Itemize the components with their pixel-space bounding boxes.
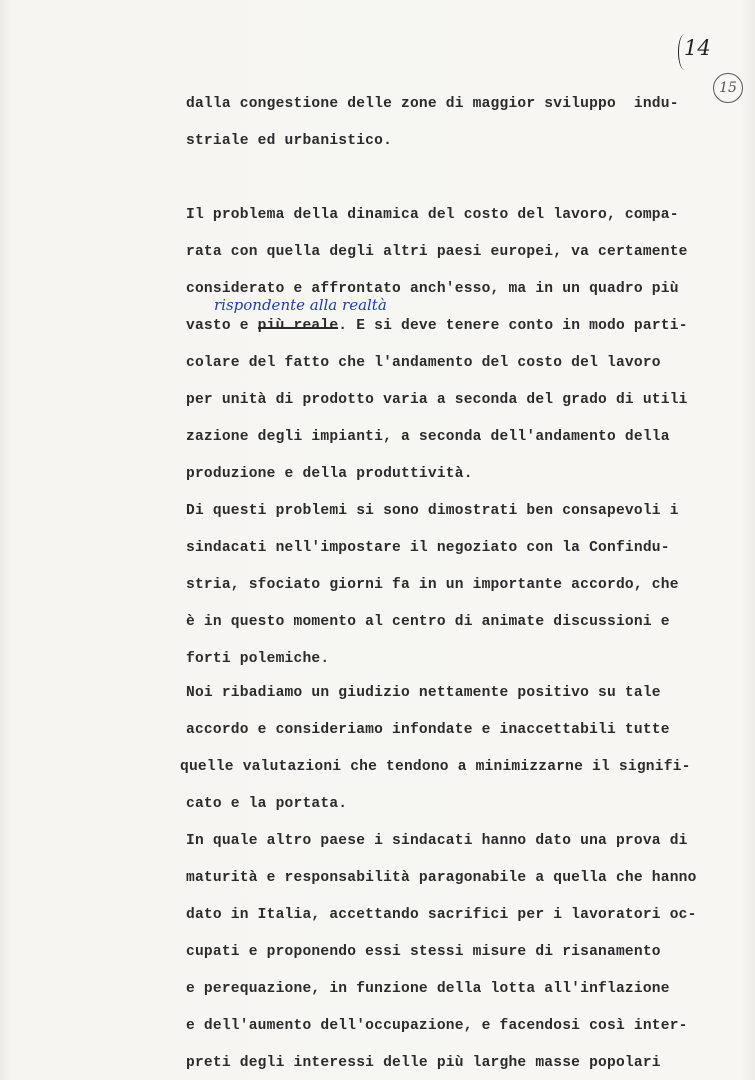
text-line: striale ed urbanistico.	[186, 133, 393, 149]
text-line: cupati e proponendo essi stessi misure di risanamento	[186, 944, 661, 960]
text-line: produzione e della produttività.	[186, 466, 473, 482]
text-line: zazione degli impianti, a seconda dell'andamento della	[186, 429, 670, 445]
text-line: accordo e consideriamo infondate e inaccettabili tutte	[186, 722, 670, 738]
text-line: e dell'aumento dell'occupazione, e facendosi così inter-	[186, 1018, 688, 1034]
text-line: dalla congestione delle zone di maggior sviluppo indu-	[186, 96, 679, 112]
text-line: sindacati nell'impostare il negoziato con la Confindu-	[186, 540, 670, 556]
text-line: e perequazione, in funzione della lotta all'inflazione	[186, 981, 670, 997]
text-line: Il problema della dinamica del costo del lavoro, compa-	[186, 207, 679, 223]
struck-text: più reale	[257, 318, 339, 334]
text-line: forti polemiche.	[186, 651, 330, 667]
text-segment: vasto e	[186, 318, 258, 334]
page-number-circled: 15	[713, 73, 743, 103]
text-line: Noi ribadiamo un giudizio nettamente positivo su tale	[186, 685, 661, 701]
text-line: considerato e affrontato anch'esso, ma in un quadro più	[186, 281, 679, 297]
text-line: Di questi problemi si sono dimostrati ben consapevoli i	[186, 503, 679, 519]
text-line: colare del fatto che l'andamento del costo del lavoro	[186, 355, 661, 371]
text-line: è in questo momento al centro di animate discussioni e	[186, 614, 670, 630]
text-line: cato e la portata.	[186, 796, 348, 812]
page-number-handwritten: 14	[684, 36, 711, 60]
text-line: maturità e responsabilità paragonabile a quella che hanno	[186, 870, 697, 886]
text-line: In quale altro paese i sindacati hanno dato una prova di	[186, 833, 688, 849]
text-line: dato in Italia, accettando sacrifici per i lavoratori oc-	[186, 907, 697, 923]
text-line: rata con quella degli altri paesi europei, va certamente	[186, 244, 688, 260]
text-line: per unità di prodotto varia a seconda del grado di utili	[186, 392, 688, 408]
handwritten-insertion: rispondente alla realtà	[214, 296, 387, 314]
text-line: stria, sfociato giorni fa in un importante accordo, che	[186, 577, 679, 593]
text-line-edited	[186, 317, 688, 335]
text-segment: . E si deve tenere conto in modo parti-	[338, 318, 688, 334]
text-line: quelle valutazioni che tendono a minimizzarne il signifi-	[180, 759, 691, 775]
text-line: preti degli interessi delle più larghe masse popolari	[186, 1055, 661, 1071]
